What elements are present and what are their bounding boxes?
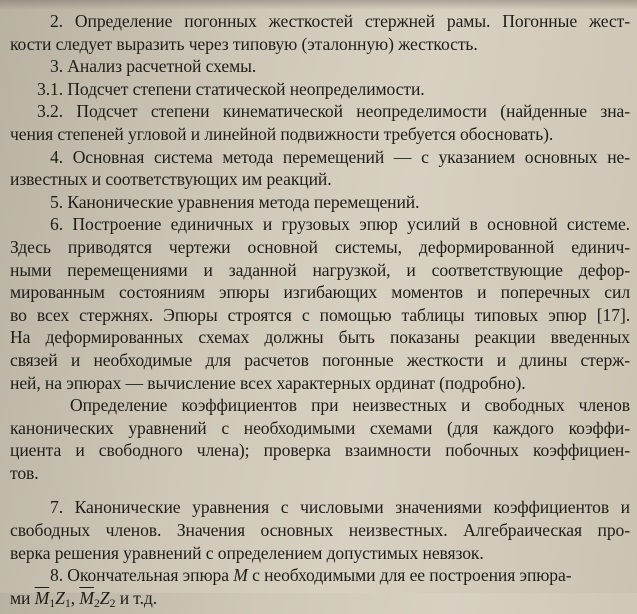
unknown-z2-symbol: Z: [99, 587, 110, 608]
item-5: 5. Канонические уравнения метода перемещений.: [50, 191, 420, 212]
item-6-line-6: На деформированных схемах должны быть показаны реакции введенных: [10, 327, 630, 348]
unit-moment-1-index: 1: [49, 595, 56, 610]
item-3: 3. Анализ расчетной схемы.: [50, 56, 257, 77]
item-2-line-2: кости следует выразить через типовую (эталонную) жесткость.: [10, 33, 478, 54]
moment-symbol: M: [233, 565, 248, 586]
item-6-line-4: мированным состояниям эпюры изгибающих моментов и поперечных сил: [10, 282, 630, 303]
page-top-shadow: [0, 0, 637, 10]
item-8-line-2-prefix: ми: [10, 587, 35, 608]
unit-moment-2-index: 2: [93, 595, 100, 610]
item-2-line-1: 2. Определение погонных жесткостей стержней рамы. Погонные жест-: [50, 11, 630, 31]
unknown-z2-index: 2: [109, 595, 116, 610]
item-6-line-7: связей и необходимые для расчетов погонные жесткости и длины стерж-: [10, 349, 630, 370]
item-4-line-1: 4. Основная система метода перемещений — с указанием основных не-: [50, 146, 630, 167]
item-8-line-1: [10, 564, 630, 587]
unknown-z1-symbol: Z: [55, 587, 65, 608]
item-7-line-2: свободных членов. Значения основных неизвестных. Алгебраическая про-: [10, 520, 630, 541]
item-3-1: 3.1. Подсчет степени статической неопределимости.: [37, 78, 425, 99]
item-3-2-line-1: 3.2. Подсчет степени кинематической неопределимости (найденные зна-: [37, 101, 630, 122]
page-text: [10, 10, 630, 609]
coefficients-line-3: циента и свободного члена); проверка взаимности побочных коэффициен-: [10, 440, 630, 461]
coefficients-line-2: канонических уравнений с необходимыми схемами (для каждого коэффи-: [10, 417, 630, 438]
coefficients-line-4: тов.: [10, 462, 39, 483]
unit-moment-1-symbol: $\overline{M}$: [34, 587, 50, 608]
item-6-line-3: ными перемещениями и заданной нагрузкой, и соответствующие дефор-: [10, 259, 630, 280]
item-7-line-1: 7. Канонические уравнения с числовыми значениями коэффициентов и: [50, 497, 630, 518]
item-6-line-2: Здесь приводятся чертежи основной системы, деформированной единич-: [10, 236, 630, 257]
unit-moment-2-symbol: $\overline{M}$: [79, 587, 94, 608]
item-8-line-2-suffix: и т.д.: [115, 587, 158, 608]
item-3-2-line-2: чения степеней угловой и линейной подвижности требуется обосновать).: [10, 123, 554, 144]
item-6-line-5: во всех стержнях. Эпюры строятся с помощью таблицы типовых эпюр [17].: [10, 304, 630, 325]
item-6-line-8: ней, на эпюрах — вычисление всех характерных ординат (подробно).: [10, 372, 526, 393]
item-8-suffix: с необходимыми для ее построения эпюра-: [247, 565, 572, 586]
item-6-line-1: 6. Построение единичных и грузовых эпюр усилий в основной системе.: [50, 214, 630, 235]
paragraph-gap: [10, 484, 630, 496]
item-4-line-2: известных и соответствующих им реакций.: [10, 169, 332, 190]
coefficients-line-1: Определение коэффициентов при неизвестных и свободных членов: [70, 395, 630, 416]
unknown-z1-index: 1: [64, 595, 71, 610]
formula-separator: ,: [70, 587, 80, 608]
item-8-prefix: 8. Окончательная эпюра: [50, 565, 234, 586]
item-7-line-3: верка решения уравнений с определением допустимых невязок.: [10, 542, 484, 563]
item-8-line-2: [10, 587, 630, 610]
